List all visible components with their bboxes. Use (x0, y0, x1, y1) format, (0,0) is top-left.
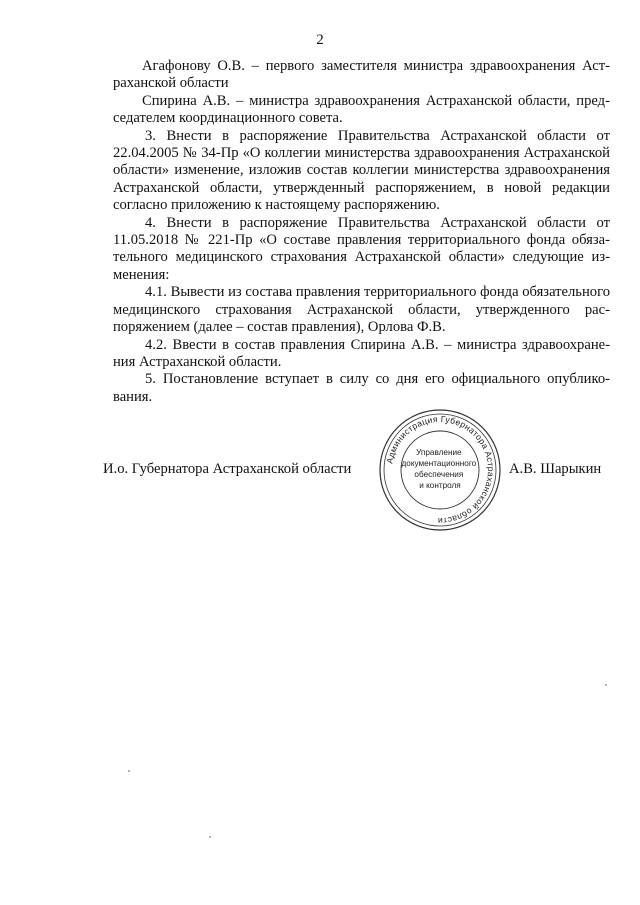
scan-speck (605, 684, 607, 686)
signer-name: А.В. Шарыкин (509, 461, 602, 477)
stamp-ring-text: Администрация Губернатора Астраханской области (384, 413, 497, 527)
official-stamp (377, 407, 503, 533)
signer-title: И.о. Губернатора Астраханской области (103, 461, 352, 477)
scan-speck (209, 836, 211, 838)
stamp-inner-text: Управление документационного обеспечения и контроля (401, 448, 477, 490)
paragraph-item-5: 5. Постановление вступает в силу со дня его официального опубликования. (113, 371, 610, 405)
paragraph-agafonov: Агафонову О.В. – первого заместителя министра здравоохранения Астраханской области (113, 58, 610, 92)
paragraph-spirin: Спирина А.В. – министра здравоохранения Астраханской области, председателем координационного совета. (113, 92, 610, 127)
document-body (113, 58, 610, 406)
paragraph-item-4: 4. Внести в распоряжение Правительства Астраханской области от 11.05.2018 № 221-Пр «О составе правления территориального фонда обязательного медицинского страхования Астраханской области» следующие изменения: (113, 214, 610, 283)
paragraph-item-4-2: 4.2. Ввести в состав правления Спирина А.В. – министра здравоохранения Астраханской области. (113, 336, 610, 370)
paragraph-item-3: 3. Внести в распоряжение Правительства Астраханской области от 22.04.2005 № 34-Пр «О коллегии министерства здравоохранения Астраханской области» изменение, изложив состав коллегии министерства здравоохранения Астраханской области, утвержденный распоряжением, в новой редакции согласно приложению к настоящему распоряжению. (113, 127, 610, 214)
page-number: 2 (316, 32, 324, 48)
scan-speck (128, 770, 130, 772)
paragraph-item-4-1: 4.1. Вывести из состава правления территориального фонда обязательного медицинского страхования Астраханской области, утвержденного распоряжением (далее – состав правления), Орлова Ф.В. (113, 284, 610, 336)
